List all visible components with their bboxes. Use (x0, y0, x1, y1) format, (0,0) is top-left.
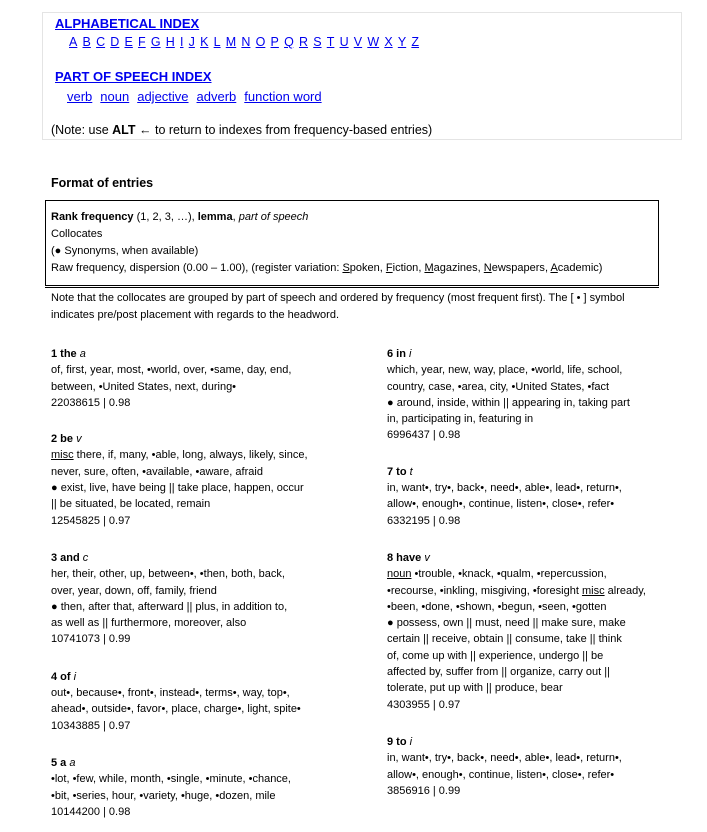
entries-right-column (387, 346, 687, 799)
entry-frequency: 4303955 | 0.97 (387, 698, 461, 711)
letter-link-j[interactable]: J (188, 35, 195, 49)
entry-line: •lot, •few, while, month, •single, •minute, •chance, (51, 773, 291, 786)
raw-frequency-text: Raw frequency, dispersion (0.00 – 1.00), (register variation: (51, 262, 343, 274)
entry-line: ● around, inside, within || appearing in, taking part (387, 396, 630, 409)
entry-line: •bit, •series, hour, •variety, •huge, •dozen, mile (51, 789, 276, 802)
entry-headword: 2 be v (51, 433, 82, 446)
pos-links (67, 89, 330, 104)
register-magazines: Magazines (424, 262, 478, 274)
entry-headword: 8 have v (387, 551, 430, 564)
entry-line: ● then, after that, afterward || plus, in addition to, (51, 600, 288, 613)
entry-line: as well as || furthermore, moreover, also (51, 617, 247, 630)
entry-line: out•, because•, front•, instead•, terms•, way, top•, (51, 687, 290, 700)
letter-link-d[interactable]: D (110, 35, 120, 49)
letter-link-u[interactable]: U (339, 35, 349, 49)
pos-link-adverb[interactable]: adverb (196, 89, 237, 104)
register-spoken: Spoken (342, 262, 380, 274)
letter-link-f[interactable]: F (138, 35, 146, 49)
entry-1-the (51, 346, 341, 411)
entry-9-to (387, 734, 687, 799)
letter-link-g[interactable]: G (150, 35, 161, 49)
alt-note-suffix: to return to indexes from frequency-based entries) (151, 123, 433, 137)
entry-frequency: 10144200 | 0.98 (51, 805, 131, 818)
entry-headword: 9 to i (387, 735, 413, 748)
alt-note (51, 123, 432, 137)
letter-link-h[interactable]: H (165, 35, 175, 49)
letter-link-o[interactable]: O (255, 35, 266, 49)
format-line-2: Collocates (51, 228, 103, 240)
letter-link-a[interactable]: A (69, 35, 78, 49)
letter-link-v[interactable]: V (353, 35, 363, 49)
letter-link-l[interactable]: L (213, 35, 221, 49)
entry-line: •been, •done, •shown, •begun, •seen, •gotten (387, 600, 607, 613)
entry-line: misc there, if, many, •able, long, always, likely, since, (51, 449, 308, 462)
entry-7-to (387, 464, 687, 529)
entry-4-of (51, 669, 341, 734)
entry-headword: 4 of i (51, 670, 77, 683)
entry-frequency: 3856916 | 0.99 (387, 784, 461, 797)
entry-headword: 5 a a (51, 756, 76, 769)
entry-line: || be situated, be located, remain (51, 498, 211, 511)
part-of-speech-index-link[interactable]: PART OF SPEECH INDEX (55, 69, 212, 84)
entry-frequency: 6996437 | 0.98 (387, 429, 461, 442)
letter-link-i[interactable]: I (180, 35, 184, 49)
rank-frequency-label: Rank frequency (51, 211, 134, 223)
entry-line: certain || receive, obtain || consume, take || think (387, 633, 622, 646)
entry-2-be (51, 431, 341, 529)
alphabetical-index-link[interactable]: ALPHABETICAL INDEX (55, 16, 200, 31)
format-box (45, 200, 659, 286)
entry-line: over, year, down, off, family, friend (51, 584, 217, 597)
left-arrow-icon: ← (139, 123, 152, 137)
entry-5-a (51, 755, 341, 820)
rank-examples: (1, 2, 3, …), (133, 211, 198, 223)
register-newspapers: Newspapers (483, 262, 545, 274)
entry-frequency: 10343885 | 0.97 (51, 719, 131, 732)
letter-link-s[interactable]: S (313, 35, 322, 49)
entry-frequency: 22038615 | 0.98 (51, 396, 131, 409)
format-heading: Format of entries (51, 176, 154, 190)
entry-line: never, sure, often, •available, •aware, afraid (51, 465, 263, 478)
entries-left-column (51, 346, 341, 820)
entry-line: of, come up with || experience, undergo || be (387, 649, 604, 662)
entry-line: ahead•, outside•, favor•, place, charge•, light, spite• (51, 703, 301, 716)
letter-link-c[interactable]: C (96, 35, 106, 49)
entry-8-have (387, 550, 687, 713)
entry-line: allow•, enough•, continue, listen•, close•, refer• (387, 768, 615, 781)
format-line-1 (51, 209, 658, 226)
format-line-4: Raw frequency, dispersion (0.00 – 1.00), (register variation: Spoken, Fiction, Magazines, Newspapers, Academic) (51, 262, 603, 274)
entry-line: of, first, year, most, •world, over, •same, day, end, (51, 364, 292, 377)
entry-line: country, case, •area, city, •United States, •fact (387, 380, 610, 393)
entry-line: ● exist, live, have being || take place, happen, occur (51, 482, 304, 495)
entry-line: between, •United States, next, during• (51, 380, 237, 393)
entry-frequency: 12545825 | 0.97 (51, 514, 131, 527)
letter-link-n[interactable]: N (241, 35, 251, 49)
entry-line: affected by, suffer from || organize, carry out || (387, 666, 610, 679)
entry-6-in (387, 346, 687, 444)
letter-link-z[interactable]: Z (411, 35, 420, 49)
pos-link-adjective[interactable]: adjective (137, 89, 189, 104)
entry-line: in, participating in, featuring in (387, 413, 534, 426)
letter-link-m[interactable]: M (225, 35, 237, 49)
entry-frequency: 6332195 | 0.98 (387, 514, 461, 527)
entry-headword: 3 and c (51, 551, 89, 564)
entry-line: allow•, enough•, continue, listen•, close•, refer• (387, 498, 615, 511)
pos-label: part of speech (238, 211, 309, 223)
entry-headword: 7 to t (387, 465, 413, 478)
letter-link-b[interactable]: B (82, 35, 91, 49)
format-line-3: (● Synonyms, when available) (51, 245, 199, 257)
format-note: Note that the collocates are grouped by part of speech and ordered by frequency (most frequent first). The [ • ] symbol indicates pre/post placement with regards to the headword. (45, 287, 659, 323)
entry-headword: 1 the a (51, 348, 86, 360)
lemma-label: lemma (197, 211, 233, 223)
entry-line: noun •trouble, •knack, •qualm, •repercussion, (387, 568, 607, 581)
entry-line: her, their, other, up, between•, •then, both, back, (51, 568, 285, 581)
letter-links (69, 35, 424, 49)
letter-link-t[interactable]: T (326, 35, 335, 49)
register-academic: Academic (550, 262, 599, 274)
entry-frequency: 10741073 | 0.99 (51, 633, 131, 646)
entry-3-and (51, 550, 341, 648)
index-panel (42, 12, 682, 140)
letter-link-w[interactable]: W (367, 35, 380, 49)
entry-line: •recourse, •inkling, misgiving, •foresight misc already, (387, 584, 646, 597)
letter-link-r[interactable]: R (298, 35, 309, 49)
pos-link-function-word[interactable]: function word (244, 89, 322, 104)
alt-note-prefix: (Note: use (51, 123, 113, 137)
entry-line: ● possess, own || must, need || make sure, make (387, 617, 626, 630)
letter-link-q[interactable]: Q (284, 35, 294, 49)
letter-link-k[interactable]: K (200, 35, 209, 49)
letter-link-e[interactable]: E (124, 35, 133, 49)
register-fiction: Fiction (385, 262, 419, 274)
pos-link-verb[interactable]: verb (67, 89, 93, 104)
letter-link-x[interactable]: X (384, 35, 393, 49)
separator: , (232, 211, 239, 223)
letter-link-y[interactable]: Y (397, 35, 407, 49)
pos-link-noun[interactable]: noun (100, 89, 130, 104)
entry-line: in, want•, try•, back•, need•, able•, lead•, return•, (387, 752, 622, 765)
entry-line: in, want•, try•, back•, need•, able•, lead•, return•, (387, 482, 622, 495)
entry-headword: 6 in i (387, 348, 412, 360)
entry-line: tolerate, put up with || produce, bear (387, 682, 563, 695)
letter-link-p[interactable]: P (270, 35, 279, 49)
alt-key: ALT (112, 123, 136, 137)
entry-line: which, year, new, way, place, •world, life, school, (387, 364, 623, 377)
